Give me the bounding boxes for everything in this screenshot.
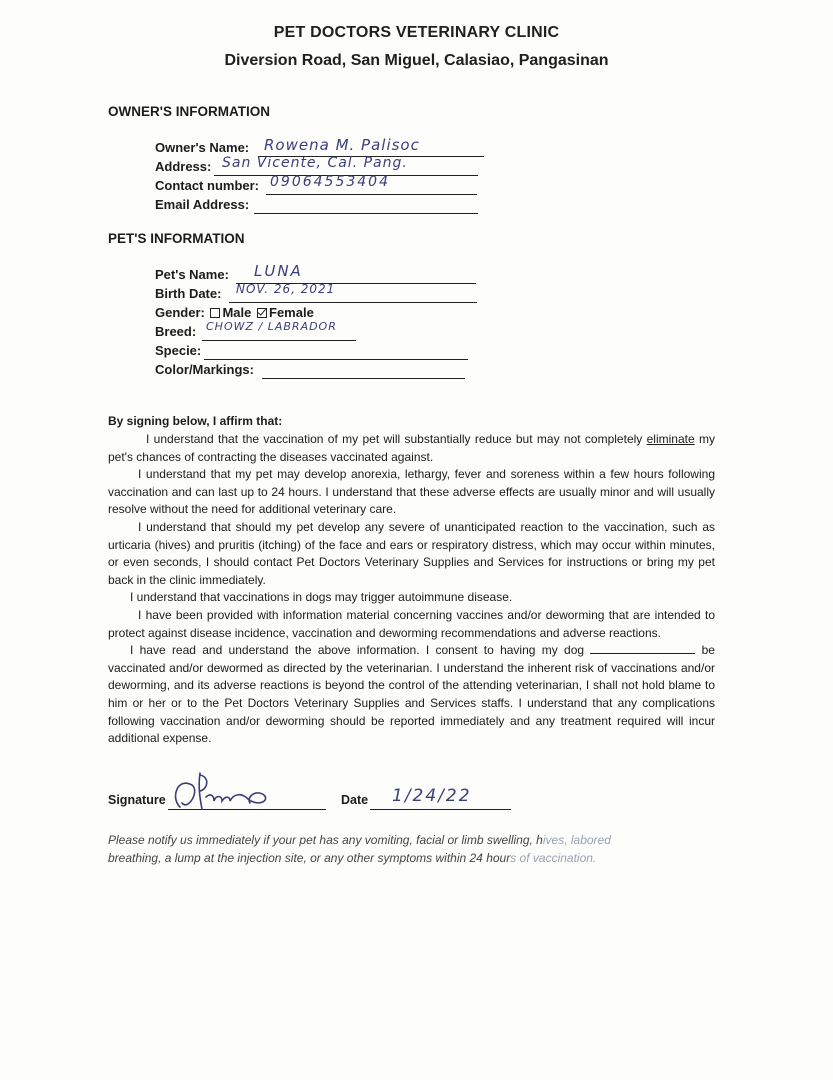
owner-contact-value: 09064553404	[270, 174, 390, 190]
pet-specie-row	[155, 343, 201, 361]
pet-birth-row	[155, 286, 221, 304]
owner-address-value: San Vicente, Cal. Pang.	[222, 155, 408, 171]
owner-email-label: Email Address:	[155, 197, 250, 212]
pet-name-row	[155, 267, 229, 285]
pet-specie-label: Specie:	[155, 343, 202, 358]
consent-heading: By signing below, I affirm that:	[108, 414, 283, 428]
consent-paragraph-2: I understand that my pet may develop anorexia, lethargy, fever and soreness within a few hours following vaccination and can last up to 24 hours. I understand that these adverse effects are usually minor and will usually resolve without the need for additional veterinary care.	[108, 467, 715, 517]
clinic-name: PET DOCTORS VETERINARY CLINIC	[273, 24, 560, 41]
pet-birth-label: Birth Date:	[155, 286, 222, 301]
pet-breed-label: Breed:	[155, 324, 197, 339]
pet-birth-value: NOV. 26, 2021	[236, 282, 336, 296]
handwritten-signature-icon	[170, 767, 280, 817]
owner-email-field[interactable]	[254, 197, 478, 214]
gender-male-label: Male	[222, 305, 252, 320]
date-label: Date	[341, 793, 369, 807]
pet-section-title: PET'S INFORMATION	[108, 231, 245, 246]
pet-breed-row	[155, 324, 196, 342]
pet-specie-field[interactable]	[204, 343, 468, 360]
pet-name-value: LUNA	[254, 262, 303, 280]
dog-name-blank[interactable]	[590, 643, 695, 654]
gender-female-checkbox[interactable]	[257, 308, 267, 318]
owner-email-row	[155, 197, 249, 215]
owner-address-row	[155, 159, 211, 177]
pet-name-label: Pet's Name:	[155, 267, 229, 282]
owner-contact-label: Contact number:	[155, 178, 259, 193]
consent-body	[108, 431, 715, 748]
consent-paragraph-6: I have read and understand the above information. I consent to having my dog be vaccinated and/or dewormed as directed by the veterinarian. I understand the inherent risk of vaccinations and/or deworming, and its adverse reactions is beyond the control of the attending veterinarian, I shall not hold blame to him or her or to the Pet Doctors Veterinary Supplies and Services staffs. I understand that any complications following vaccination and/or deworming should be reported immediately and any treatment required will incur additional expense.	[108, 643, 715, 746]
date-value: 1/24/22	[392, 786, 472, 806]
pet-gender-label: Gender:	[155, 305, 205, 320]
signature-label: Signature	[108, 793, 166, 807]
aftercare-notice: Please notify us immediately if your pet has any vomiting, facial or limb swelling, hives, labored breathing, a lump at the injection site, or any other symptoms within 24 hours of vaccination.	[108, 833, 611, 865]
pet-color-label: Color/Markings:	[155, 362, 254, 377]
owner-address-label: Address:	[155, 159, 212, 174]
pet-color-field[interactable]	[262, 362, 465, 379]
owner-contact-row	[155, 178, 259, 196]
pet-breed-value: CHOWZ / LABRADOR	[206, 320, 337, 333]
owner-name-value: Rowena M. Palisoc	[264, 136, 420, 154]
gender-female-label: Female	[269, 305, 314, 320]
owner-name-label: Owner's Name:	[155, 140, 250, 155]
consent-paragraph-1: I understand that the vaccination of my pet will substantially reduce but may not completely eliminate my pet's chances of contracting the diseases vaccinated against.	[108, 432, 715, 464]
consent-paragraph-3: I understand that should my pet develop any severe of unanticipated reaction to the vaccination, such as urticaria (hives) and pruritis (itching) of the face and ears or respiratory distress, which may occur within minutes, or even seconds, I should contact Pet Doctors Veterinary Supplies and Services for instructions or bring my pet back in the clinic immediately.	[108, 519, 715, 587]
clinic-address: Diversion Road, San Miguel, Calasiao, Pangasinan	[224, 52, 609, 69]
gender-male-checkbox[interactable]	[210, 308, 220, 318]
underlined-eliminate: eliminate	[646, 432, 695, 446]
consent-paragraph-5: I have been provided with information material concerning vaccines and/or deworming that are intended to protect against disease incidence, vaccination and deworming recommendations and adverse reactions.	[108, 607, 715, 640]
pet-color-row	[155, 362, 254, 380]
owner-section-title: OWNER'S INFORMATION	[108, 104, 270, 119]
consent-paragraph-4: I understand that vaccinations in dogs may trigger autoimmune disease.	[130, 590, 513, 605]
